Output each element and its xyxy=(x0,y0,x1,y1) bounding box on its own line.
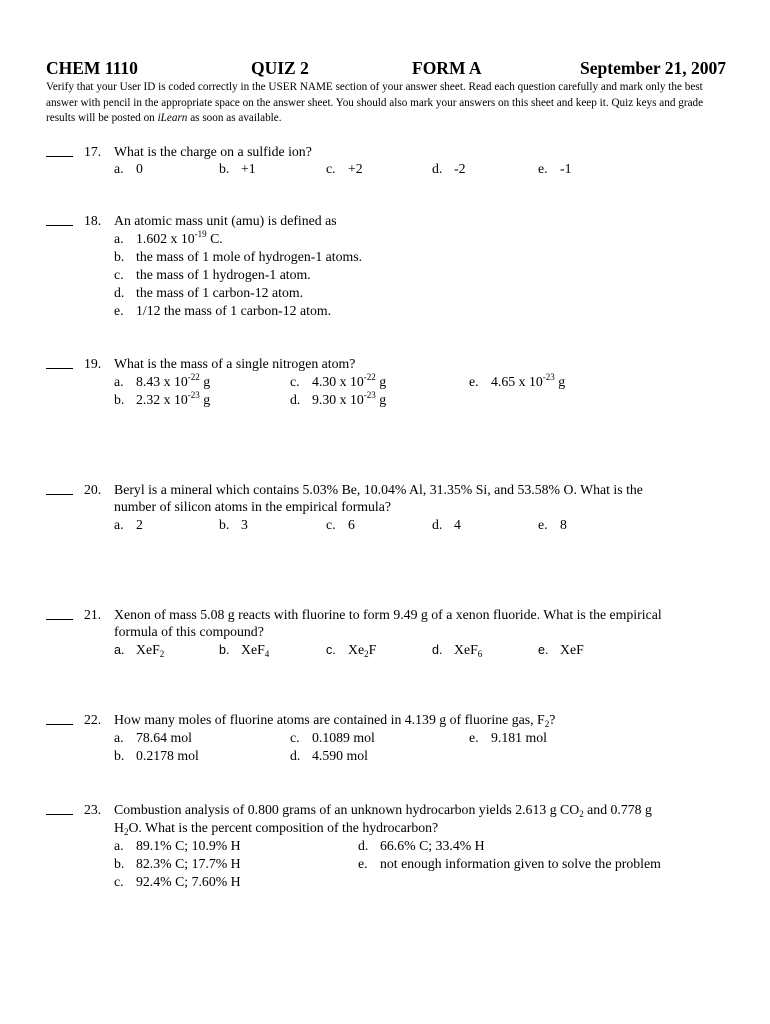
option-letter: b. xyxy=(114,392,125,407)
option-text: 4.65 x 10 xyxy=(491,374,543,389)
formula: XeF xyxy=(136,642,160,657)
option-c xyxy=(114,266,311,284)
option-e xyxy=(114,302,331,320)
option-letter: e. xyxy=(538,517,548,532)
option-text: +1 xyxy=(241,161,256,176)
option-text: 3 xyxy=(241,517,248,532)
stem-tail: O. What is the percent composition of the hydrocarbon? xyxy=(128,820,439,835)
option-letter: c. xyxy=(326,643,336,657)
option-text: 8.43 x 10 xyxy=(136,374,188,389)
option-b xyxy=(114,855,241,873)
option-text: 4.30 x 10 xyxy=(312,374,364,389)
unit: g xyxy=(554,374,566,389)
option-c xyxy=(326,160,363,178)
instructions-text: Verify that your User ID is coded correctly in the USER NAME section of your answer sheet. Read each question carefully and mark only the best answer with pencil in the appropriate space on the answer sheet. You should also mark your answers on this sheet and keep it. Quiz keys and grade results will be posted on xyxy=(46,81,704,124)
subscript: 2 xyxy=(544,719,550,729)
option-text: 0.2178 mol xyxy=(136,748,199,763)
option-letter: b. xyxy=(114,856,125,871)
option-a xyxy=(114,729,192,747)
question-stem-line2: formula of this compound? xyxy=(114,624,264,639)
option-text: 66.6% C; 33.4% H xyxy=(380,838,485,853)
option-text: 4 xyxy=(454,517,461,532)
answer-blank xyxy=(46,619,73,620)
question-stem: An atomic mass unit (amu) is defined as xyxy=(114,213,337,228)
stem-tail: and 0.778 g xyxy=(583,802,652,817)
stem-text: Combustion analysis of 0.800 grams of an unknown hydrocarbon yields 2.613 g CO xyxy=(114,802,580,817)
option-d xyxy=(432,160,466,178)
option-text: 89.1% C; 10.9% H xyxy=(136,838,241,853)
option-text: 9.181 mol xyxy=(491,730,547,745)
exponent: -19 xyxy=(194,229,207,239)
formula: Xe xyxy=(348,642,365,657)
instructions-text-end: as soon as available. xyxy=(187,112,282,124)
subscript: 2 xyxy=(364,649,369,659)
option-c xyxy=(326,641,376,659)
course-name: CHEM 1110 xyxy=(46,58,138,78)
subscript: 2 xyxy=(579,809,584,819)
option-e xyxy=(538,516,567,534)
answer-blank xyxy=(46,156,73,157)
option-text: 6 xyxy=(348,517,355,532)
option-e xyxy=(538,641,584,659)
option-letter: d. xyxy=(290,748,301,763)
option-text: 2.32 x 10 xyxy=(136,392,188,407)
option-letter: a. xyxy=(114,161,124,176)
option-text: 8 xyxy=(560,517,567,532)
option-c xyxy=(290,373,386,391)
option-text: -2 xyxy=(454,161,466,176)
option-text: -1 xyxy=(560,161,572,176)
option-d xyxy=(432,516,461,534)
option-letter: b. xyxy=(114,249,125,264)
option-c xyxy=(290,729,375,747)
option-letter: a. xyxy=(114,838,124,853)
subscript: 2 xyxy=(159,649,165,659)
option-d xyxy=(358,837,485,855)
option-letter: c. xyxy=(290,730,300,745)
option-e xyxy=(538,160,572,178)
option-letter: c. xyxy=(290,374,300,389)
option-d xyxy=(114,284,303,302)
answer-blank xyxy=(46,724,73,725)
option-a xyxy=(114,516,143,534)
option-text: 9.30 x 10 xyxy=(312,392,364,407)
option-letter: a. xyxy=(114,643,125,657)
option-letter: b. xyxy=(219,643,230,657)
question-stem xyxy=(114,711,555,729)
option-text: the mass of 1 hydrogen-1 atom. xyxy=(136,267,311,282)
question-stem: Xenon of mass 5.08 g reacts with fluorine to form 9.49 g of a xenon fluoride. What is the empirical xyxy=(114,607,662,622)
option-letter: d. xyxy=(432,517,443,532)
stem-text: How many moles of fluorine atoms are contained in 4.139 g of fluorine gas, F xyxy=(114,712,545,727)
question-stem: What is the mass of a single nitrogen atom? xyxy=(114,356,356,371)
question-stem-line2: number of silicon atoms in the empirical formula? xyxy=(114,499,392,514)
exponent: -22 xyxy=(187,372,200,382)
answer-blank xyxy=(46,814,73,815)
question-number: 21. xyxy=(84,607,102,622)
question-number: 22. xyxy=(84,712,102,727)
option-letter: e. xyxy=(469,730,479,745)
quiz-date: September 21, 2007 xyxy=(580,58,726,78)
option-a xyxy=(114,373,210,391)
option-letter: c. xyxy=(114,267,124,282)
exponent: -23 xyxy=(187,390,200,400)
option-b xyxy=(114,747,199,765)
option-text: 4.590 mol xyxy=(312,748,368,763)
option-letter: d. xyxy=(358,838,369,853)
option-a xyxy=(114,160,143,178)
option-text: not enough information given to solve the problem xyxy=(380,856,661,871)
option-b xyxy=(219,516,248,534)
option-c xyxy=(326,516,355,534)
formula: XeF xyxy=(241,642,265,657)
formula: XeF xyxy=(560,642,584,657)
option-letter: d. xyxy=(432,161,443,176)
option-letter: a. xyxy=(114,517,124,532)
option-text: the mass of 1 mole of hydrogen-1 atoms. xyxy=(136,249,363,264)
question-stem: What is the charge on a sulfide ion? xyxy=(114,144,312,159)
quiz-header xyxy=(46,58,726,80)
option-letter: e. xyxy=(469,374,479,389)
option-a xyxy=(114,230,223,248)
option-letter: b. xyxy=(219,517,230,532)
option-text-tail: C. xyxy=(206,231,223,246)
question-number: 19. xyxy=(84,356,102,371)
formula-tail: F xyxy=(368,642,377,657)
unit: g xyxy=(375,374,387,389)
option-b xyxy=(114,248,362,266)
option-text: 0.1089 mol xyxy=(312,730,375,745)
instructions xyxy=(46,80,726,127)
exponent: -22 xyxy=(363,372,376,382)
option-letter: d. xyxy=(432,643,443,657)
quiz-number: QUIZ 2 xyxy=(251,58,309,78)
option-text: +2 xyxy=(348,161,363,176)
answer-blank xyxy=(46,494,73,495)
option-text: 1.602 x 10 xyxy=(136,231,195,246)
option-text: 0 xyxy=(136,161,143,176)
option-letter: a. xyxy=(114,730,124,745)
option-letter: e. xyxy=(538,161,548,176)
unit: g xyxy=(199,392,211,407)
option-letter: c. xyxy=(114,874,124,889)
option-text: 2 xyxy=(136,517,143,532)
option-b xyxy=(219,160,256,178)
option-e xyxy=(358,855,661,873)
option-text: 92.4% C; 7.60% H xyxy=(136,874,241,889)
option-d xyxy=(432,641,482,659)
option-letter: a. xyxy=(114,231,124,246)
option-a xyxy=(114,837,241,855)
option-d xyxy=(290,391,386,409)
question-number: 23. xyxy=(84,802,102,817)
option-letter: c. xyxy=(326,517,336,532)
subscript: 2 xyxy=(123,827,129,837)
formula: XeF xyxy=(454,642,478,657)
option-text: 1/12 the mass of 1 carbon-12 atom. xyxy=(136,303,332,318)
option-letter: d. xyxy=(114,285,125,300)
stem-text: H xyxy=(114,820,124,835)
option-e xyxy=(469,729,547,747)
stem-tail: ? xyxy=(549,712,556,727)
answer-blank xyxy=(46,368,73,369)
option-letter: b. xyxy=(114,748,125,763)
question-stem xyxy=(114,801,652,819)
exponent: -23 xyxy=(363,390,376,400)
option-letter: e. xyxy=(114,303,124,318)
option-letter: d. xyxy=(290,392,301,407)
question-stem-line2 xyxy=(114,819,438,837)
option-letter: e. xyxy=(538,643,549,657)
subscript: 4 xyxy=(264,649,270,659)
question-number: 18. xyxy=(84,213,102,228)
option-c xyxy=(114,873,241,891)
option-letter: e. xyxy=(358,856,368,871)
option-letter: c. xyxy=(326,161,336,176)
subscript: 6 xyxy=(477,649,483,659)
answer-blank xyxy=(46,225,73,226)
unit: g xyxy=(375,392,387,407)
option-b xyxy=(219,641,269,659)
form-label: FORM A xyxy=(412,58,482,78)
option-e xyxy=(469,373,565,391)
option-letter: a. xyxy=(114,374,124,389)
ilearn-name: iLearn xyxy=(157,112,188,124)
unit: g xyxy=(199,374,211,389)
option-letter: b. xyxy=(219,161,230,176)
question-number: 17. xyxy=(84,144,102,159)
option-a xyxy=(114,641,164,659)
option-text: 78.64 mol xyxy=(136,730,192,745)
option-b xyxy=(114,391,210,409)
exponent: -23 xyxy=(542,372,555,382)
option-text: 82.3% C; 17.7% H xyxy=(136,856,241,871)
question-number: 20. xyxy=(84,482,102,497)
option-text: the mass of 1 carbon-12 atom. xyxy=(136,285,304,300)
question-stem: Beryl is a mineral which contains 5.03% Be, 10.04% Al, 31.35% Si, and 53.58% O. What is the xyxy=(114,482,643,497)
option-d xyxy=(290,747,368,765)
